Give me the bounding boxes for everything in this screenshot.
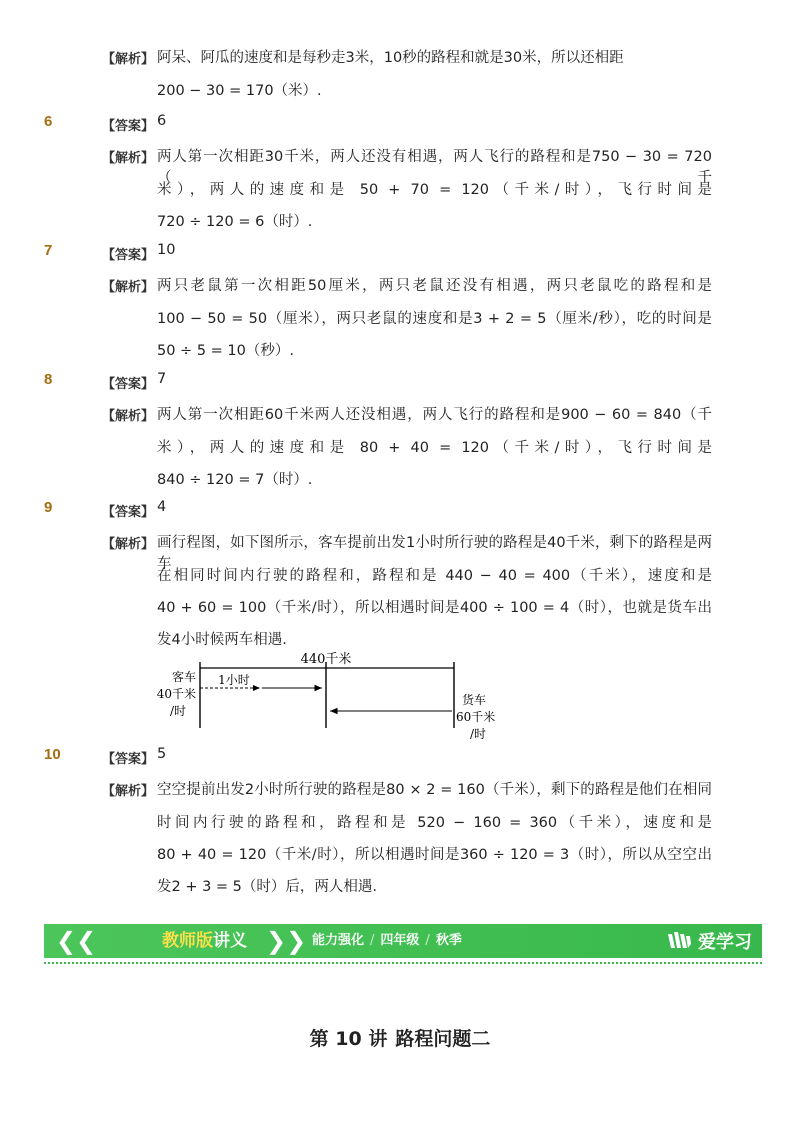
breadcrumb-item: 四年级: [380, 933, 420, 948]
banner-title: 教师版讲义: [162, 931, 247, 951]
analysis-label: 【解析】: [102, 537, 155, 552]
chevron-left-icon: ❮❮: [56, 927, 97, 955]
truck-label: 货车: [462, 693, 487, 707]
analysis-label: 【解析】: [102, 409, 155, 424]
answer-value: 5: [157, 746, 167, 762]
chapter-title: [0, 1024, 800, 1051]
analysis-text: 米），两人的速度和是 50 + 70 = 120（千米/时），飞行时间是: [157, 182, 712, 198]
analysis-label: 【解析】: [102, 151, 155, 166]
analysis-text: 米），两人的速度和是 80 + 40 = 120（千米/时），飞行时间是: [157, 440, 712, 456]
total-distance-label: 440千米: [300, 652, 352, 667]
analysis-text: 840 ÷ 120 = 7（时）.: [157, 472, 313, 488]
analysis-text: 时间内行驶的路程和，路程和是 520 − 160 = 360（千米），速度和是: [157, 815, 712, 831]
analysis-text: 80 + 40 = 120（千米/时），所以相遇时间是360 ÷ 120 = 3（时），所以从空空出: [157, 847, 712, 863]
analysis-text: 720 ÷ 120 = 6（时）.: [157, 214, 313, 230]
analysis-label: 【解析】: [102, 52, 155, 67]
truck-speed: 60千米: [456, 710, 496, 724]
analysis-text: 空空提前出发2小时所行驶的路程是80 × 2 = 160（千米），剩下的路程是他们在相同: [157, 782, 712, 798]
answer-value: 7: [157, 371, 167, 387]
logo-icon: [666, 930, 692, 952]
answer-value: 6: [157, 113, 167, 129]
truck-speed-unit: /时: [470, 727, 487, 741]
lecture-title: 路程问题二: [395, 1028, 491, 1050]
answer-label: 【答案】: [102, 505, 155, 520]
bus-label: 客车: [171, 670, 196, 684]
footer-banner: [44, 924, 762, 958]
analysis-text: 50 ÷ 5 = 10（秒）.: [157, 343, 294, 359]
question-number: 7: [44, 242, 53, 259]
question-number: 9: [44, 499, 53, 516]
analysis-text: 40 + 60 = 100（千米/时），所以相遇时间是400 ÷ 100 = 4（时），也就是货车出: [157, 600, 712, 616]
breadcrumb-item: 能力强化: [312, 933, 365, 948]
analysis-text: 200 − 30 = 170（米）.: [157, 83, 322, 99]
analysis-text: 画行程图，如下图所示，客车提前出发1小时所行驶的路程是40千米，剩下的路程是两车: [157, 535, 712, 572]
one-hour-label: 1小时: [218, 673, 250, 687]
breadcrumb: 能力强化 / 四年级 / 秋季: [312, 933, 462, 948]
analysis-text: 两人第一次相距60千米两人还没相遇，两人飞行的路程和是900 − 60 = 840（千: [157, 407, 712, 423]
analysis-label: 【解析】: [102, 280, 155, 295]
analysis-label: 【解析】: [102, 784, 155, 799]
analysis-text: 阿呆、阿瓜的速度和是每秒走3米，10秒的路程和就是30米，所以还相距: [157, 50, 624, 66]
question-number: 8: [44, 371, 53, 388]
bus-speed: 40千米: [156, 687, 196, 701]
route-diagram: [148, 650, 518, 750]
analysis-text: 两只老鼠第一次相距50厘米，两只老鼠还没有相遇，两只老鼠吃的路程和是: [157, 278, 712, 294]
answer-label: 【答案】: [102, 752, 155, 767]
analysis-text: 两人第一次相距30千米，两人还没有相遇，两人飞行的路程和是750 − 30 = 720（千: [157, 149, 712, 186]
question-number: 6: [44, 113, 53, 130]
lecture-number: 第 10 讲: [309, 1028, 388, 1050]
analysis-text: 在相同时间内行驶的路程和，路程和是 440 − 40 = 400（千米），速度和是: [157, 568, 712, 584]
answer-label: 【答案】: [102, 248, 155, 263]
analysis-text: 100 − 50 = 50（厘米），两只老鼠的速度和是3 + 2 = 5（厘米/秒），吃的时间是: [157, 311, 712, 327]
bus-speed-unit: /时: [169, 704, 186, 718]
chevron-right-icon: ❯❯: [266, 927, 307, 955]
analysis-text: 发4小时候两车相遇.: [157, 632, 287, 648]
answer-label: 【答案】: [102, 119, 155, 134]
answer-value: 10: [157, 242, 176, 258]
breadcrumb-item: 秋季: [435, 933, 462, 948]
answer-value: 4: [157, 499, 167, 515]
answer-label: 【答案】: [102, 377, 155, 392]
question-number: 10: [44, 746, 61, 763]
banner-divider: [44, 962, 762, 964]
brand-logo: 爱学习: [666, 924, 752, 958]
analysis-text: 发2 + 3 = 5（时）后，两人相遇.: [157, 879, 378, 895]
